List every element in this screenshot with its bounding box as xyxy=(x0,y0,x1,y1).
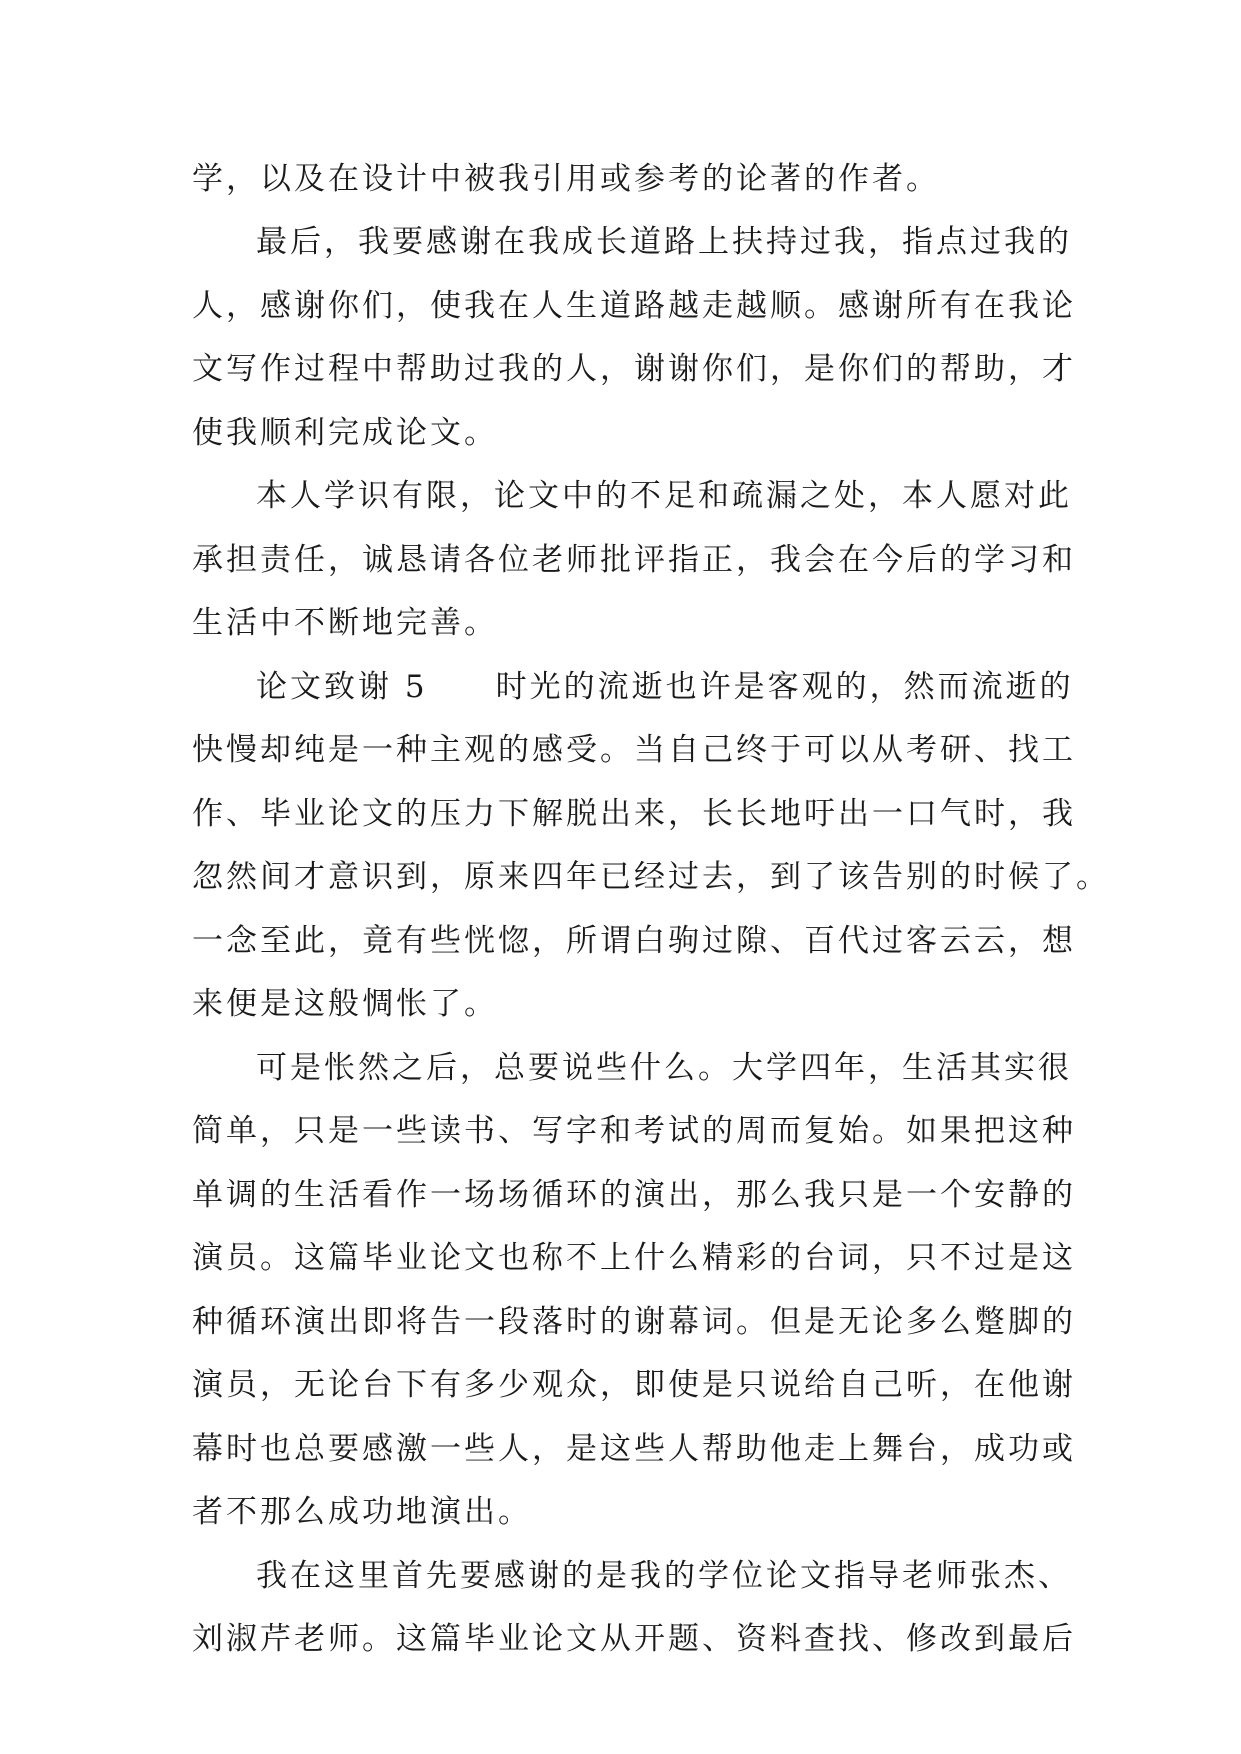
text-line: 单调的生活看作一场场循环的演出，那么我只是一个安静的 xyxy=(192,1177,1076,1213)
paragraph-start: 本人学识有限，论文中的不足和疏漏之处，本人愿对此 xyxy=(256,478,1072,514)
text-line: 刘淑芹老师。这篇毕业论文从开题、资料查找、修改到最后 xyxy=(192,1621,1076,1657)
text-line: 作、毕业论文的压力下解脱出来，长长地吁出一口气时，我 xyxy=(192,796,1076,832)
text-line: 人，感谢你们，使我在人生道路越走越顺。感谢所有在我论 xyxy=(192,288,1076,324)
text-line: 演员，无论台下有多少观众，即使是只说给自己听，在他谢 xyxy=(192,1367,1076,1403)
paragraph-start: 我在这里首先要感谢的是我的学位论文指导老师张杰、 xyxy=(256,1558,1072,1594)
paragraph-start: 最后，我要感谢在我成长道路上扶持过我，指点过我的 xyxy=(256,224,1072,260)
text-line: 忽然间才意识到，原来四年已经过去，到了该告别的时候了。 xyxy=(192,859,1110,895)
text-line: 者不那么成功地演出。 xyxy=(192,1494,532,1530)
text-line: 简单，只是一些读书、写字和考试的周而复始。如果把这种 xyxy=(192,1113,1076,1149)
text-line: 来便是这般惆怅了。 xyxy=(192,986,498,1022)
text-line: 种循环演出即将告一段落时的谢幕词。但是无论多么蹩脚的 xyxy=(192,1304,1076,1340)
text-line: 使我顺利完成论文。 xyxy=(192,415,498,451)
text-line: 快慢却纯是一种主观的感受。当自己终于可以从考研、找工 xyxy=(192,732,1076,768)
text-line: 文写作过程中帮助过我的人，谢谢你们，是你们的帮助，才 xyxy=(192,351,1076,387)
text-line: 生活中不断地完善。 xyxy=(192,605,498,641)
section-heading-line: 论文致谢 5 时光的流逝也许是客观的，然而流逝的 xyxy=(256,669,1074,705)
text-line: 一念至此，竟有些恍惚，所谓白驹过隙、百代过客云云，想 xyxy=(192,923,1076,959)
text-line: 承担责任，诚恳请各位老师批评指正，我会在今后的学习和 xyxy=(192,542,1076,578)
text-line: 幕时也总要感激一些人，是这些人帮助他走上舞台，成功或 xyxy=(192,1431,1076,1467)
text-line: 学，以及在设计中被我引用或参考的论著的作者。 xyxy=(192,161,940,197)
text-line: 演员。这篇毕业论文也称不上什么精彩的台词，只不过是这 xyxy=(192,1240,1076,1276)
paragraph-start: 可是怅然之后，总要说些什么。大学四年，生活其实很 xyxy=(256,1050,1072,1086)
